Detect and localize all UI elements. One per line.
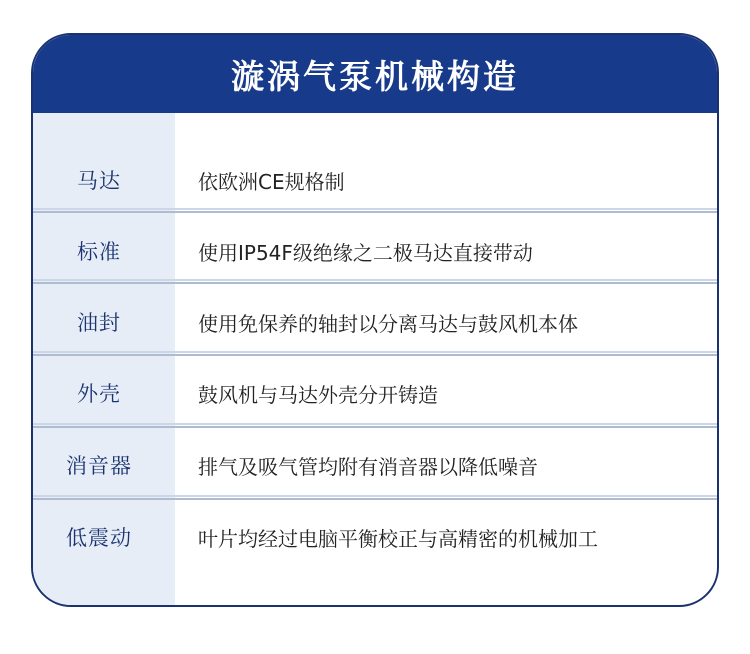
row-value: 叶片均经过电脑平衡校正与高精密的机械加工: [198, 526, 598, 551]
spec-card: [31, 33, 719, 607]
table-row: [33, 145, 717, 215]
row-value: 使用IP54F级绝缘之二极马达直接带动: [198, 240, 533, 265]
row-divider: [33, 495, 717, 500]
row-divider: [33, 351, 717, 356]
table-row: [33, 287, 717, 357]
row-label: 标准: [77, 240, 121, 264]
card-header: [33, 35, 717, 113]
row-value: 使用免保养的轴封以分离马达与鼓风机本体: [198, 311, 578, 336]
row-divider: [33, 208, 717, 213]
row-divider: [33, 423, 717, 428]
table-row: [33, 502, 717, 572]
row-divider: [33, 279, 717, 284]
row-label: 马达: [77, 169, 121, 193]
table-row: [33, 216, 717, 286]
table-row: [33, 358, 717, 428]
row-value: 依欧洲CE规格制: [198, 169, 345, 194]
row-label: 油封: [77, 311, 121, 335]
row-label: 消音器: [66, 454, 132, 478]
row-label: 外壳: [77, 382, 121, 406]
table-row: [33, 430, 717, 500]
row-value: 排气及吸气管均附有消音器以降低噪音: [198, 454, 538, 479]
card-title: 漩涡气泵机械构造: [231, 56, 519, 96]
row-label: 低震动: [66, 526, 132, 550]
row-value: 鼓风机与马达外壳分开铸造: [198, 382, 438, 407]
spec-table: [33, 113, 717, 605]
